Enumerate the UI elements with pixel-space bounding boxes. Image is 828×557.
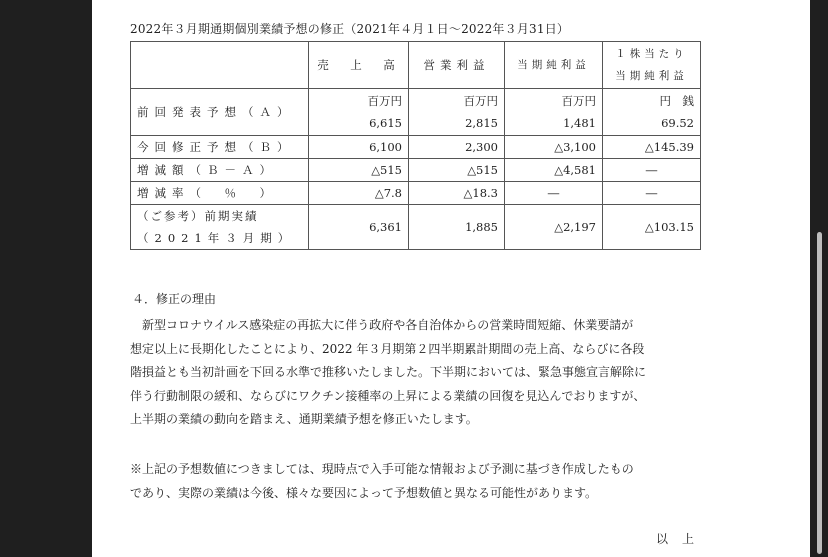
- reason-paragraph: [130, 314, 730, 432]
- table-row-previous: [131, 89, 701, 136]
- value-previous-sales: 6,615: [369, 116, 402, 130]
- header-eps-line2: 当期純利益: [615, 70, 688, 82]
- cell-previous-net-income: [505, 89, 603, 136]
- value-change-amount-sales: △515: [309, 159, 409, 182]
- value-revised-net-income: △3,100: [505, 136, 603, 159]
- value-previous-net-income: 1,481: [563, 116, 596, 130]
- disclaimer-note: [130, 457, 730, 505]
- header-operating-profit: 営業利益: [409, 42, 505, 89]
- value-change-rate-net-income: ―: [505, 182, 603, 205]
- reason-line: 上半期の業績の動向を踏まえ、通期業績予想を修正いたします。: [130, 412, 478, 426]
- table-header-row: [131, 42, 701, 89]
- value-prior-actual-sales: 6,361: [309, 205, 409, 250]
- reason-line: 階損益とも当初計画を下回る水準で推移いたしました。下半期においては、緊急事態宣言解除に: [130, 365, 647, 379]
- header-eps: [603, 42, 701, 89]
- value-revised-sales: 6,100: [309, 136, 409, 159]
- row-label-revised: 今回修正予想（Ｂ）: [131, 136, 309, 159]
- value-prior-actual-operating-profit: 1,885: [409, 205, 505, 250]
- unit-operating-profit: 百万円: [463, 94, 498, 108]
- table-heading: 2022年３月期通期個別業績予想の修正（2021年４月１日～2022年３月31日）: [130, 22, 570, 36]
- unit-eps: 円 銭: [659, 94, 694, 108]
- scrollbar-thumb[interactable]: [817, 232, 822, 554]
- section-title: ４．修正の理由: [132, 292, 217, 306]
- closing-mark: 以上: [656, 532, 709, 546]
- unit-sales: 百万円: [367, 94, 402, 108]
- note-line: であり、実際の業績は今後、様々な要因によって予想数値と異なる可能性があります。: [130, 486, 598, 500]
- header-sales: 売 上 高: [309, 42, 409, 89]
- document-page: [92, 0, 810, 557]
- table-row-change-rate: [131, 182, 701, 205]
- forecast-table: [130, 41, 701, 250]
- header-eps-line1: １株当たり: [615, 48, 688, 60]
- value-change-rate-operating-profit: △18.3: [409, 182, 505, 205]
- value-revised-operating-profit: 2,300: [409, 136, 505, 159]
- row-label-prior-actual: [131, 205, 309, 250]
- value-previous-eps: 69.52: [661, 116, 694, 130]
- value-previous-operating-profit: 2,815: [465, 116, 498, 130]
- cell-previous-eps: [603, 89, 701, 136]
- row-label-prior-actual-line1: （ご参考）前期実績: [137, 209, 259, 223]
- vertical-scrollbar[interactable]: [810, 0, 828, 557]
- unit-net-income: 百万円: [561, 94, 596, 108]
- table-row-prior-actual: [131, 205, 701, 250]
- table-row-revised: [131, 136, 701, 159]
- value-prior-actual-net-income: △2,197: [505, 205, 603, 250]
- row-label-change-amount: 増減額（Ｂ－Ａ）: [131, 159, 309, 182]
- cell-previous-sales: [309, 89, 409, 136]
- row-label-prior-actual-line2: （2021年３月期）: [137, 231, 296, 245]
- value-change-amount-eps: ―: [603, 159, 701, 182]
- row-label-previous: 前回発表予想（Ａ）: [131, 89, 309, 136]
- header-net-income: 当期純利益: [505, 42, 603, 89]
- reason-line: 想定以上に長期化したことにより、2022 年３月期第２四半期累計期間の売上高、ならびに各段: [130, 341, 645, 356]
- reason-line: 伴う行動制限の緩和、ならびにワクチン接種率の上昇による業績の回復を見込んでおりますが、: [130, 388, 646, 403]
- table-row-change-amount: [131, 159, 701, 182]
- row-label-change-rate: 増減率（ ％ ）: [131, 182, 309, 205]
- value-prior-actual-eps: △103.15: [603, 205, 701, 250]
- value-change-rate-eps: ―: [603, 182, 701, 205]
- value-change-amount-net-income: △4,581: [505, 159, 603, 182]
- note-line: ※上記の予想数値につきましては、現時点で入手可能な情報および予測に基づき作成したもの: [130, 462, 634, 476]
- reason-line: 新型コロナウイルス感染症の再拡大に伴う政府や各自治体からの営業時間短縮、休業要請が: [130, 318, 634, 332]
- value-change-rate-sales: △7.8: [309, 182, 409, 205]
- cell-previous-operating-profit: [409, 89, 505, 136]
- value-change-amount-operating-profit: △515: [409, 159, 505, 182]
- header-blank-cell: [131, 42, 309, 89]
- value-revised-eps: △145.39: [603, 136, 701, 159]
